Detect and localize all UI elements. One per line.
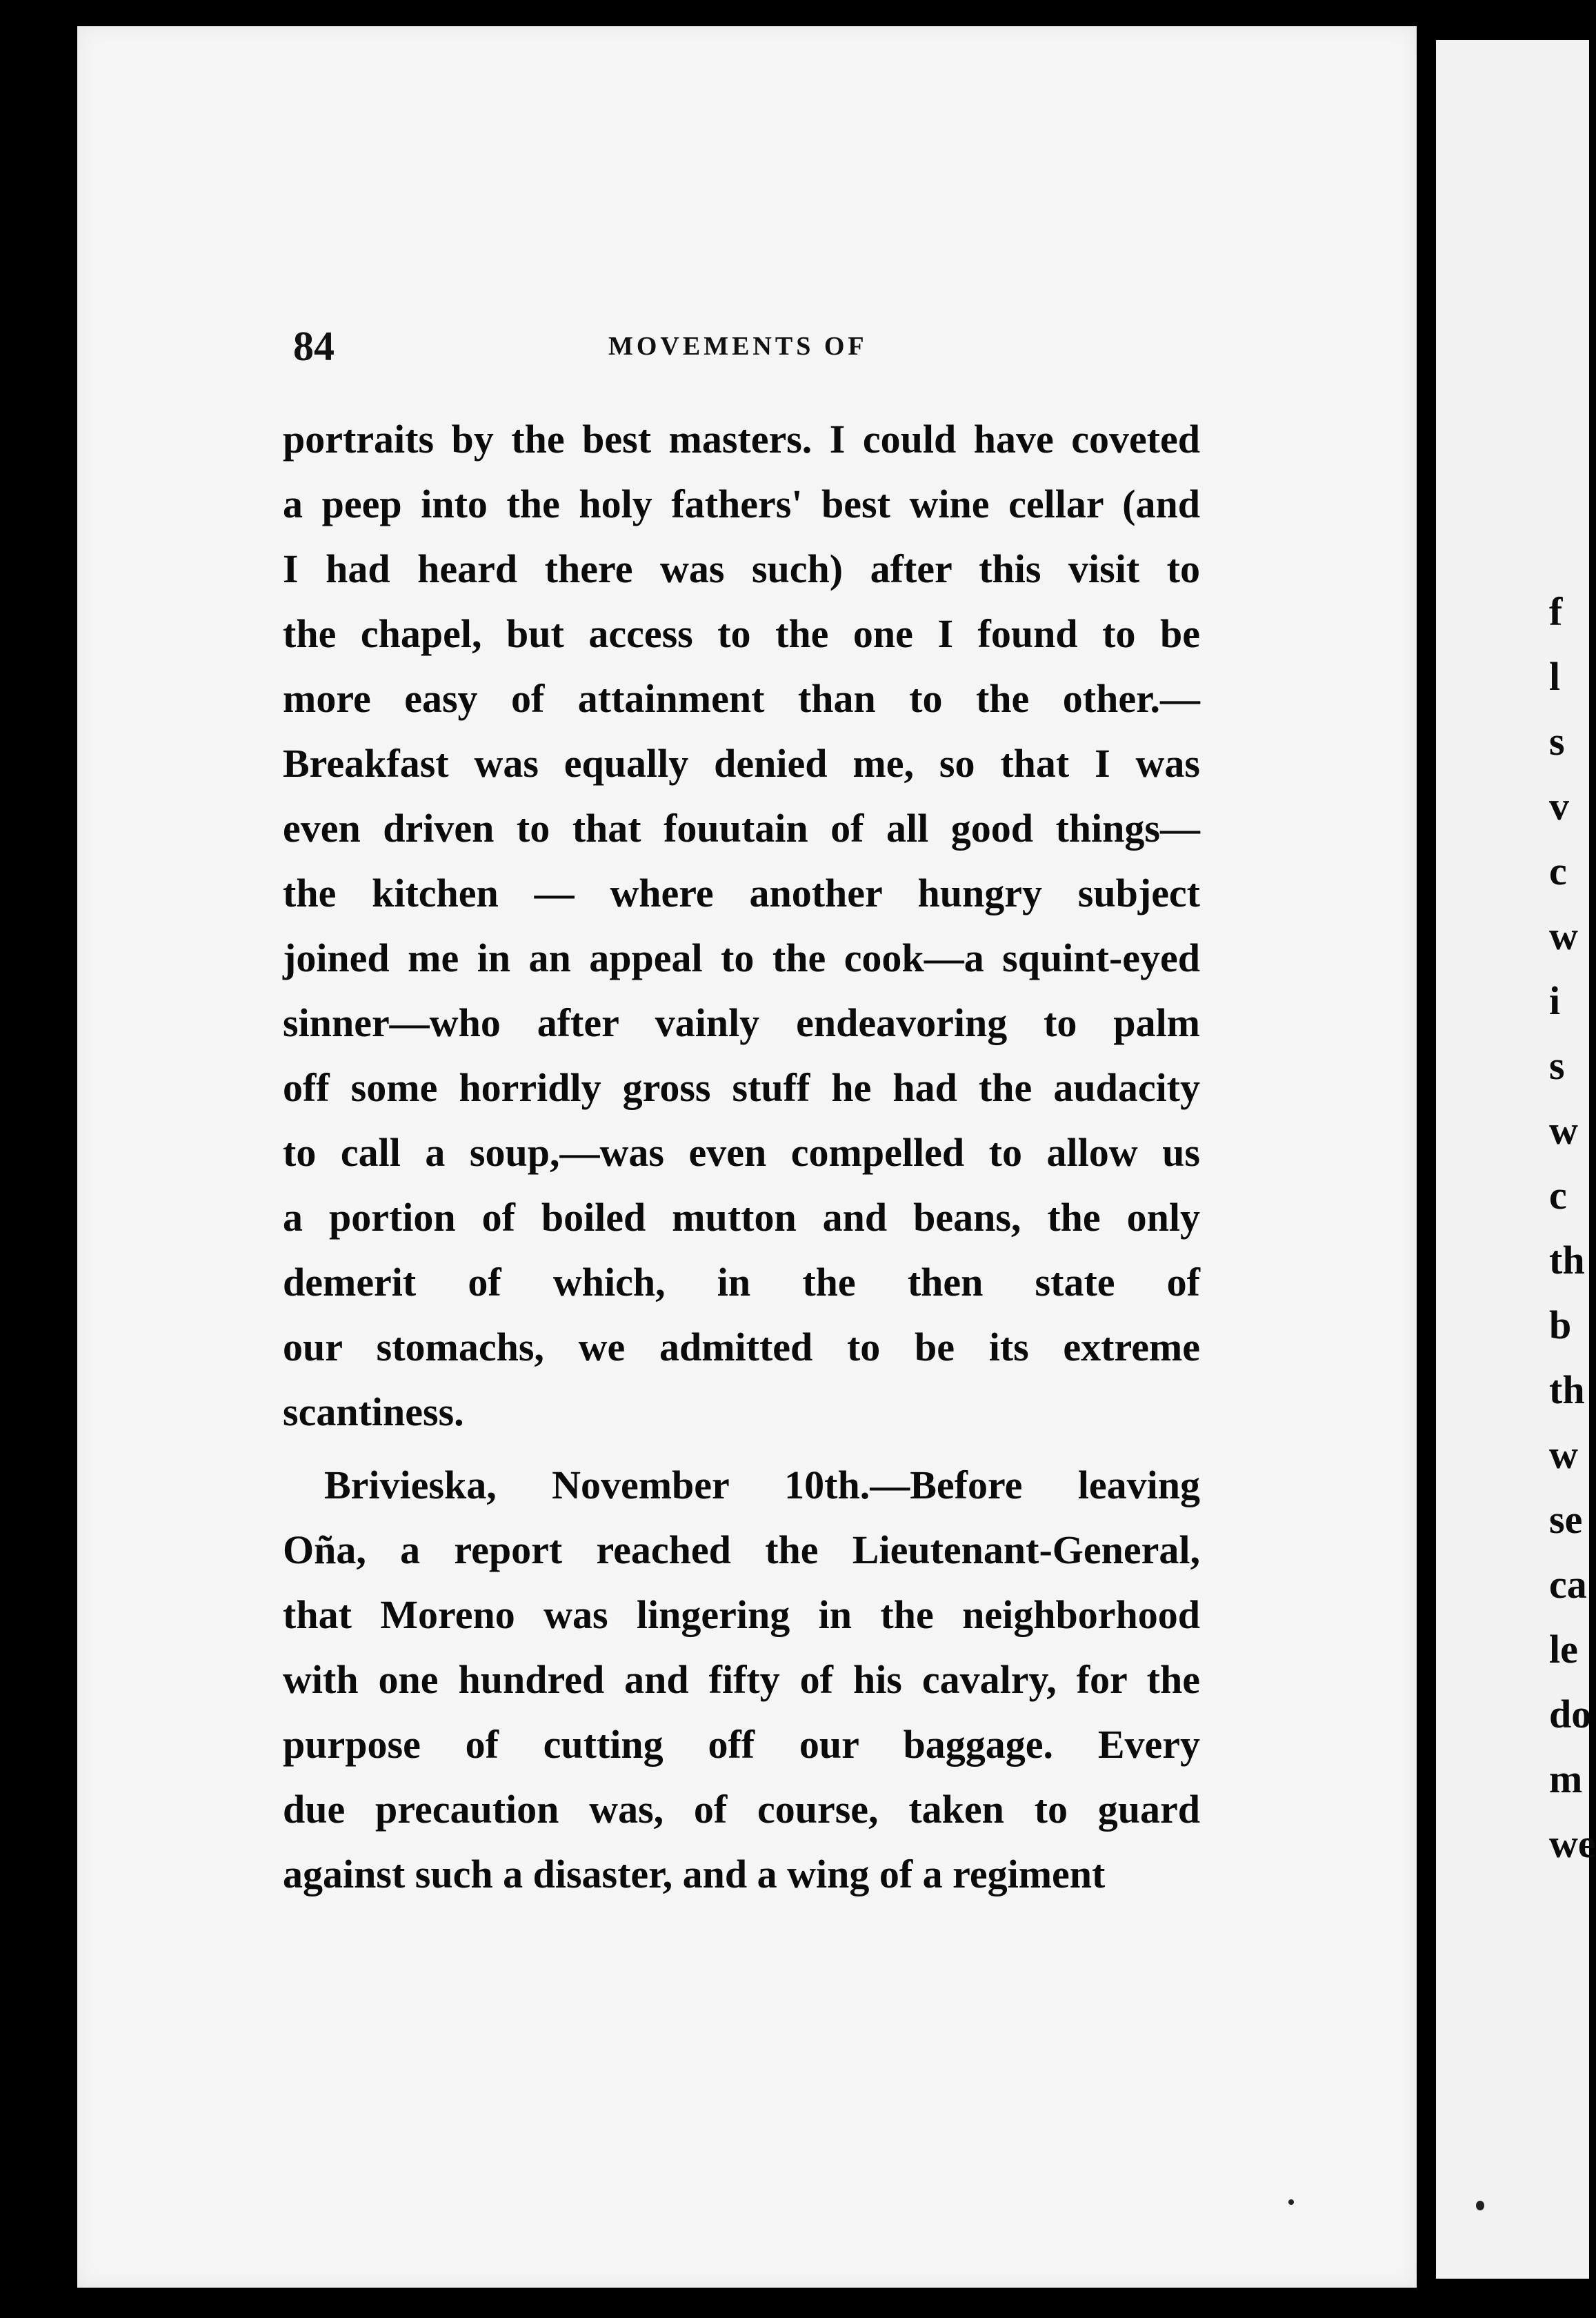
text-line: I had heard there was such) after this visit to bbox=[283, 546, 1200, 591]
fragment-line: we bbox=[1549, 1821, 1596, 1866]
fragment-line: w bbox=[1549, 1432, 1578, 1477]
paragraph-gap bbox=[283, 1445, 1200, 1453]
text-line: the kitchen — where another hungry subject bbox=[283, 871, 1200, 915]
text-line: sinner—who after vainly endeavoring to palm bbox=[283, 1000, 1200, 1045]
text-line: off some horridly gross stuff he had the audacity bbox=[283, 1065, 1200, 1110]
text-line: Oña, a report reached the Lieutenant-General, bbox=[283, 1527, 1200, 1572]
ink-speck bbox=[1476, 2201, 1484, 2210]
fragment-line: f bbox=[1549, 589, 1563, 634]
fragment-line: c bbox=[1549, 849, 1567, 893]
facing-page-text-fragments bbox=[1549, 580, 1596, 1876]
fragment-line: do bbox=[1549, 1692, 1592, 1736]
page-number: 84 bbox=[293, 324, 335, 369]
fragment-line: m bbox=[1549, 1756, 1583, 1801]
fragment-line: l bbox=[1549, 654, 1561, 699]
text-line: our stomachs, we admitted to be its extreme bbox=[283, 1325, 1200, 1369]
text-line: to call a soup,—was even compelled to allow us bbox=[283, 1130, 1200, 1175]
fragment-line: ca bbox=[1549, 1562, 1587, 1607]
text-line: portraits by the best masters. I could have coveted bbox=[283, 417, 1200, 462]
text-line: against such a disaster, and a wing of a regiment bbox=[283, 1852, 1106, 1896]
text-line: that Moreno was lingering in the neighborhood bbox=[283, 1592, 1200, 1637]
body-text bbox=[283, 407, 1200, 1907]
fragment-line: le bbox=[1549, 1627, 1578, 1672]
text-line: with one hundred and fifty of his cavalry, for the bbox=[283, 1657, 1200, 1702]
text-line: a portion of boiled mutton and beans, the only bbox=[283, 1195, 1200, 1240]
text-line: even driven to that fouutain of all good things— bbox=[283, 806, 1200, 851]
page-header bbox=[293, 319, 1197, 374]
text-line: Brivieska, November 10th.—Before leaving bbox=[324, 1463, 1200, 1507]
fragment-line: v bbox=[1549, 784, 1569, 829]
text-line: scantiness. bbox=[283, 1389, 464, 1434]
running-head: MOVEMENTS OF bbox=[608, 332, 868, 361]
text-line: a peep into the holy fathers' best wine cellar (and bbox=[283, 482, 1200, 526]
text-line: Breakfast was equally denied me, so that I was bbox=[283, 741, 1200, 786]
text-line: due precaution was, of course, taken to guard bbox=[283, 1787, 1200, 1832]
fragment-line: th bbox=[1549, 1238, 1585, 1282]
ink-speck bbox=[1288, 2199, 1294, 2205]
fragment-line: b bbox=[1549, 1302, 1572, 1347]
fragment-line: i bbox=[1549, 978, 1561, 1023]
fragment-line: c bbox=[1549, 1173, 1567, 1218]
text-line: more easy of attainment than to the other.— bbox=[283, 676, 1200, 721]
text-line: purpose of cutting off our baggage. Every bbox=[283, 1722, 1200, 1767]
text-line: joined me in an appeal to the cook—a squint-eyed bbox=[283, 935, 1200, 980]
fragment-line: w bbox=[1549, 1108, 1578, 1153]
fragment-line: th bbox=[1549, 1367, 1585, 1412]
fragment-line: se bbox=[1549, 1497, 1583, 1542]
fragment-line: w bbox=[1549, 913, 1578, 958]
text-line: demerit of which, in the then state of bbox=[283, 1260, 1200, 1305]
fragment-line: s bbox=[1549, 719, 1565, 764]
text-line: the chapel, but access to the one I found to be bbox=[283, 611, 1200, 656]
fragment-line: s bbox=[1549, 1043, 1565, 1088]
